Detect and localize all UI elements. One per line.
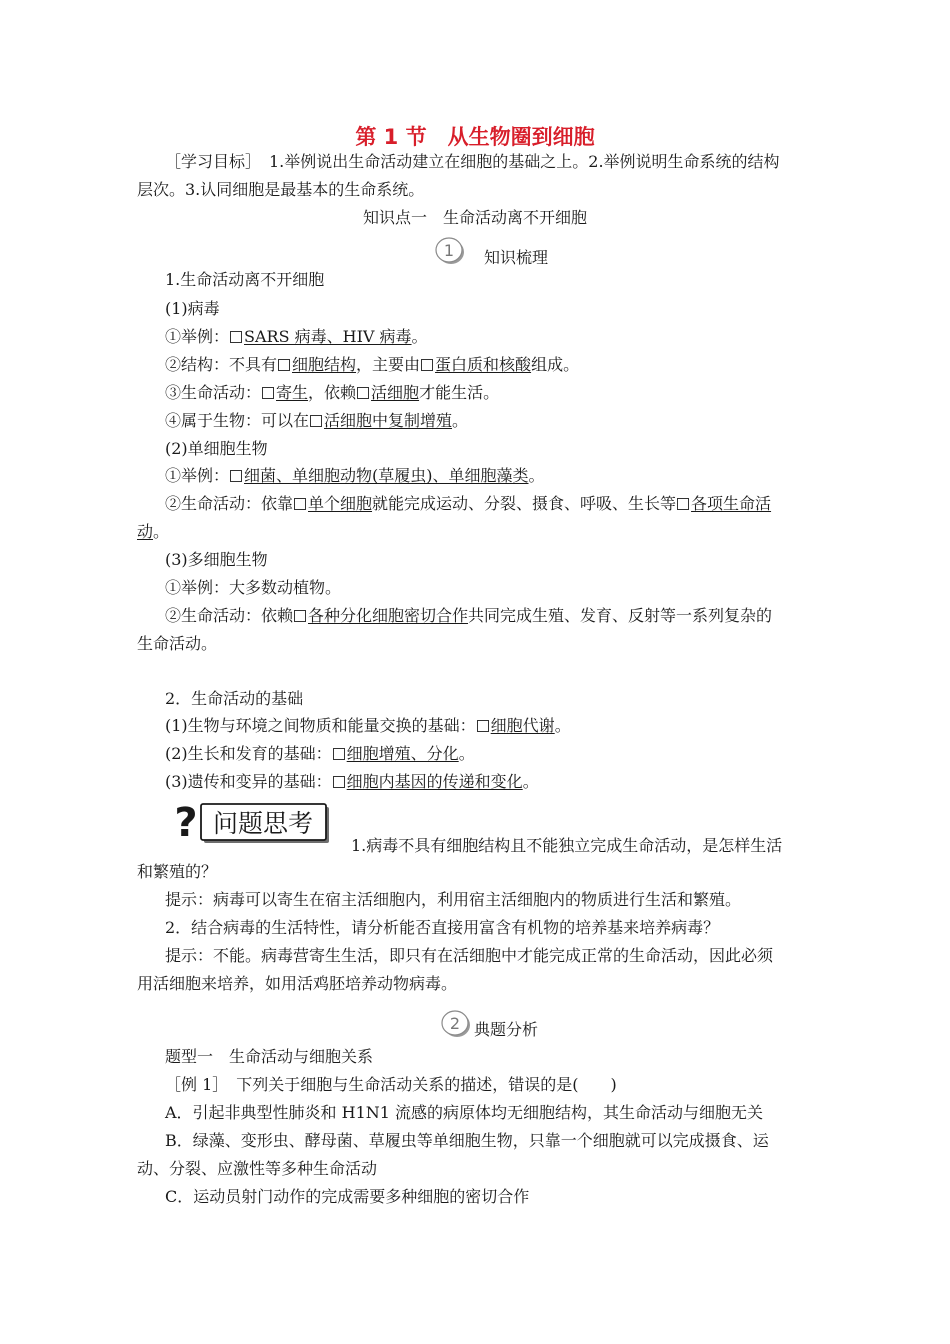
unicellular-heading: (2)单细胞生物 bbox=[165, 439, 268, 458]
unicellular-activity-continued: 动。 bbox=[137, 522, 170, 541]
question-2: 2．结合病毒的生活特性，请分析能否直接用富含有机物的培养基来培养病毒？ bbox=[165, 918, 720, 937]
answer-checkbox bbox=[677, 498, 689, 510]
unicellular-activity-line: ②生命活动：依靠 单个细胞就能完成运动、分裂、摄食、呼吸、生长等 各项生命活 bbox=[165, 494, 772, 513]
virus-heading: (1)病毒 bbox=[165, 299, 220, 318]
answer-checkbox bbox=[230, 470, 242, 482]
multicellular-heading: (3)多细胞生物 bbox=[165, 550, 268, 569]
answer-text: 细菌、单细胞动物(草履虫)、单细胞藻类 bbox=[244, 466, 529, 485]
multicellular-activity-line: ②生命活动：依赖 各种分化细胞密切合作共同完成生殖、发育、反射等一系列复杂的 bbox=[165, 606, 773, 625]
section-2-heading: 2．生命活动的基础 bbox=[165, 689, 304, 708]
answer-text: 细胞内基因的传递和变化 bbox=[346, 772, 523, 791]
answer-checkbox bbox=[294, 610, 306, 622]
option-a: A．引起非典型性肺炎和 H1N1 流感的病原体均无细胞结构，其生命活动与细胞无关 bbox=[165, 1103, 764, 1122]
multicellular-activity-continued: 生命活动。 bbox=[137, 634, 218, 653]
answer-text: 细胞增殖、分化 bbox=[346, 744, 459, 763]
basis-metabolism-line: (1)生物与环境之间物质和能量交换的基础： 细胞代谢。 bbox=[165, 716, 571, 735]
virus-activity-line: ③生命活动： 寄生，依赖 活细胞才能生活。 bbox=[165, 383, 500, 402]
answer-checkbox bbox=[294, 498, 306, 510]
objectives-line-1: ［学习目标］ 1.举例说出生命活动建立在细胞的基础之上。2.举例说明生命系统的结构 bbox=[165, 152, 780, 171]
answer-text: 各种分化细胞密切合作 bbox=[308, 606, 469, 625]
badge-1-number: 1 bbox=[443, 241, 455, 260]
basis-heredity-line: (3)遗传和变异的基础： 细胞内基因的传递和变化。 bbox=[165, 772, 539, 791]
question-mark-icon: ? bbox=[174, 800, 198, 846]
answer-checkbox bbox=[278, 359, 290, 371]
question-1-line-2: 和繁殖的？ bbox=[137, 862, 218, 881]
answer-checkbox bbox=[310, 415, 322, 427]
answer-text: 活细胞中复制增殖 bbox=[324, 411, 453, 430]
circled-number-badge-2 bbox=[440, 1010, 472, 1038]
badge-1-label: 知识梳理 bbox=[484, 248, 549, 267]
question-think-banner bbox=[171, 800, 331, 846]
problem-type-heading: 题型一 生命活动与细胞关系 bbox=[165, 1047, 374, 1066]
knowledge-point-heading: 知识点一 生命活动离不开细胞 bbox=[362, 208, 587, 227]
answer-checkbox bbox=[333, 776, 345, 788]
answer-checkbox bbox=[262, 387, 274, 399]
virus-structure-line: ②结构：不具有 细胞结构，主要由 蛋白质和核酸组成。 bbox=[165, 355, 580, 374]
answer-text: 细胞结构 bbox=[292, 355, 357, 374]
answer-checkbox bbox=[333, 748, 345, 760]
virus-example-line: ①举例： SARS 病毒、HIV 病毒。 bbox=[165, 327, 428, 346]
answer-checkbox bbox=[357, 387, 369, 399]
answer-checkbox bbox=[230, 331, 242, 343]
virus-organism-line: ④属于生物：可以在 活细胞中复制增殖。 bbox=[165, 411, 469, 430]
badge-2-number: 2 bbox=[449, 1014, 461, 1033]
option-b-line-1: B．绿藻、变形虫、酵母菌、草履虫等单细胞生物，只靠一个细胞就可以完成摄食、运 bbox=[165, 1131, 769, 1150]
answer-2-line-1: 提示：不能。病毒营寄生生活，即只有在活细胞中才能完成正常的生命活动，因此必须 bbox=[165, 946, 774, 965]
answer-1: 提示：病毒可以寄生在宿主活细胞内，利用宿主活细胞内的物质进行生活和繁殖。 bbox=[165, 890, 742, 909]
option-b-line-2: 动、分裂、应激性等多种生命活动 bbox=[137, 1159, 378, 1178]
page-title: 第 1 节 从生物圈到细胞 bbox=[355, 125, 595, 149]
question-1-line-1: 1.病毒不具有细胞结构且不能独立完成生命活动，是怎样生活 bbox=[351, 836, 783, 855]
example-stem: ［例 1］ 下列关于细胞与生命活动关系的描述，错误的是( ) bbox=[165, 1075, 617, 1094]
unicellular-example-line: ①举例： 细菌、单细胞动物(草履虫)、单细胞藻类。 bbox=[165, 466, 545, 485]
option-c: C．运动员射门动作的完成需要多种细胞的密切合作 bbox=[165, 1187, 530, 1206]
circled-number-badge-1 bbox=[434, 237, 466, 265]
answer-text: 蛋白质和核酸 bbox=[435, 355, 532, 374]
answer-checkbox bbox=[421, 359, 433, 371]
section-1-heading: 1.生命活动离不开细胞 bbox=[165, 270, 325, 289]
objectives-line-2: 层次。3.认同细胞是最基本的生命系统。 bbox=[137, 180, 425, 199]
answer-text: 活细胞 bbox=[371, 383, 420, 402]
question-banner-text: 问题思考 bbox=[212, 809, 314, 838]
answer-checkbox bbox=[477, 720, 489, 732]
answer-text: SARS 病毒、HIV 病毒 bbox=[244, 327, 412, 346]
multicellular-example-line: ①举例：大多数动植物。 bbox=[165, 578, 342, 597]
answer-text: 单个细胞 bbox=[308, 494, 373, 513]
answer-text: 动 bbox=[137, 522, 154, 541]
answer-text: 寄生 bbox=[276, 383, 309, 402]
answer-text: 细胞代谢 bbox=[490, 716, 555, 735]
basis-growth-line: (2)生长和发育的基础： 细胞增殖、分化。 bbox=[165, 744, 475, 763]
answer-text: 各项生命活 bbox=[691, 494, 772, 513]
answer-2-line-2: 用活细胞来培养，如用活鸡胚培养动物病毒。 bbox=[137, 974, 458, 993]
badge-2-label: 典题分析 bbox=[474, 1020, 539, 1039]
